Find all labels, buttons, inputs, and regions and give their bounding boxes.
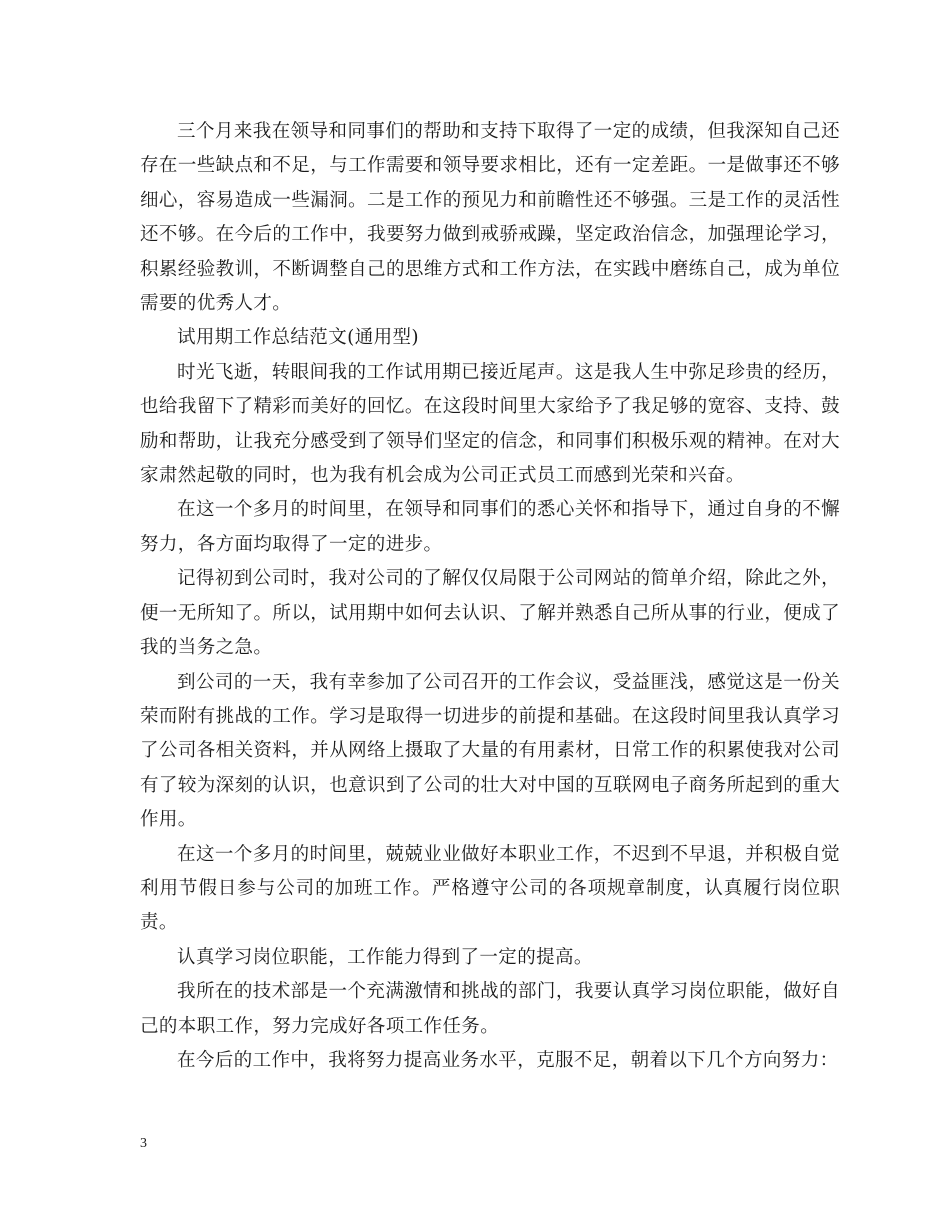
paragraph: 在这一个多月的时间里，兢兢业业做好本职业工作，不迟到不早退，并积极自觉利用节假日参与公司的加班工作。严格遵守公司的各项规章制度，认真履行岗位职责。 — [140, 843, 840, 934]
section-heading: 试用期工作总结范文(通用型) — [177, 327, 420, 349]
paragraph: 认真学习岗位职能，工作能力得到了一定的提高。 — [177, 946, 593, 968]
paragraph: 我所在的技术部是一个充满激情和挑战的部门，我要认真学习岗位职能，做好自己的本职工作，努力完成好各项工作任务。 — [140, 981, 840, 1037]
paragraph: 在今后的工作中，我将努力提高业务水平，克服不足，朝着以下几个方向努力： — [177, 1049, 839, 1071]
body-text — [140, 115, 840, 1078]
paragraph: 到公司的一天，我有幸参加了公司召开的工作会议，受益匪浅，感觉这是一份关荣而附有挑战的工作。学习是取得一切进步的前提和基础。在这段时间里我认真学习了公司各相关资料，并从网络上摄取了大量的有用素材，日常工作的积累使我对公司有了较为深刻的认识，也意识到了公司的壮大对中国的互联网电子商务所起到的重大作用。 — [140, 671, 840, 831]
page-number: 3 — [140, 1136, 147, 1151]
paragraph: 记得初到公司时，我对公司的了解仅仅局限于公司网站的简单介绍，除此之外，便一无所知了。所以，试用期中如何去认识、了解并熟悉自己所从事的行业，便成了我的当务之急。 — [140, 568, 840, 659]
paragraph: 时光飞逝，转眼间我的工作试用期已接近尾声。这是我人生中弥足珍贵的经历，也给我留下了精彩而美好的回忆。在这段时间里大家给予了我足够的宽容、支持、鼓励和帮助，让我充分感受到了领导们坚定的信念，和同事们积极乐观的精神。在对大家肃然起敬的同时，也为我有机会成为公司正式员工而感到光荣和兴奋。 — [140, 361, 840, 487]
paragraph: 三个月来我在领导和同事们的帮助和支持下取得了一定的成绩，但我深知自己还存在一些缺点和不足，与工作需要和领导要求相比，还有一定差距。一是做事还不够细心，容易造成一些漏洞。二是工作的预见力和前瞻性还不够强。三是工作的灵活性还不够。在今后的工作中，我要努力做到戒骄戒躁，坚定政治信念，加强理论学习，积累经验教训，不断调整自己的思维方式和工作方法，在实践中磨练自己，成为单位需要的优秀人才。 — [140, 121, 840, 315]
paragraph: 在这一个多月的时间里，在领导和同事们的悉心关怀和指导下，通过自身的不懈努力，各方面均取得了一定的进步。 — [140, 499, 840, 555]
